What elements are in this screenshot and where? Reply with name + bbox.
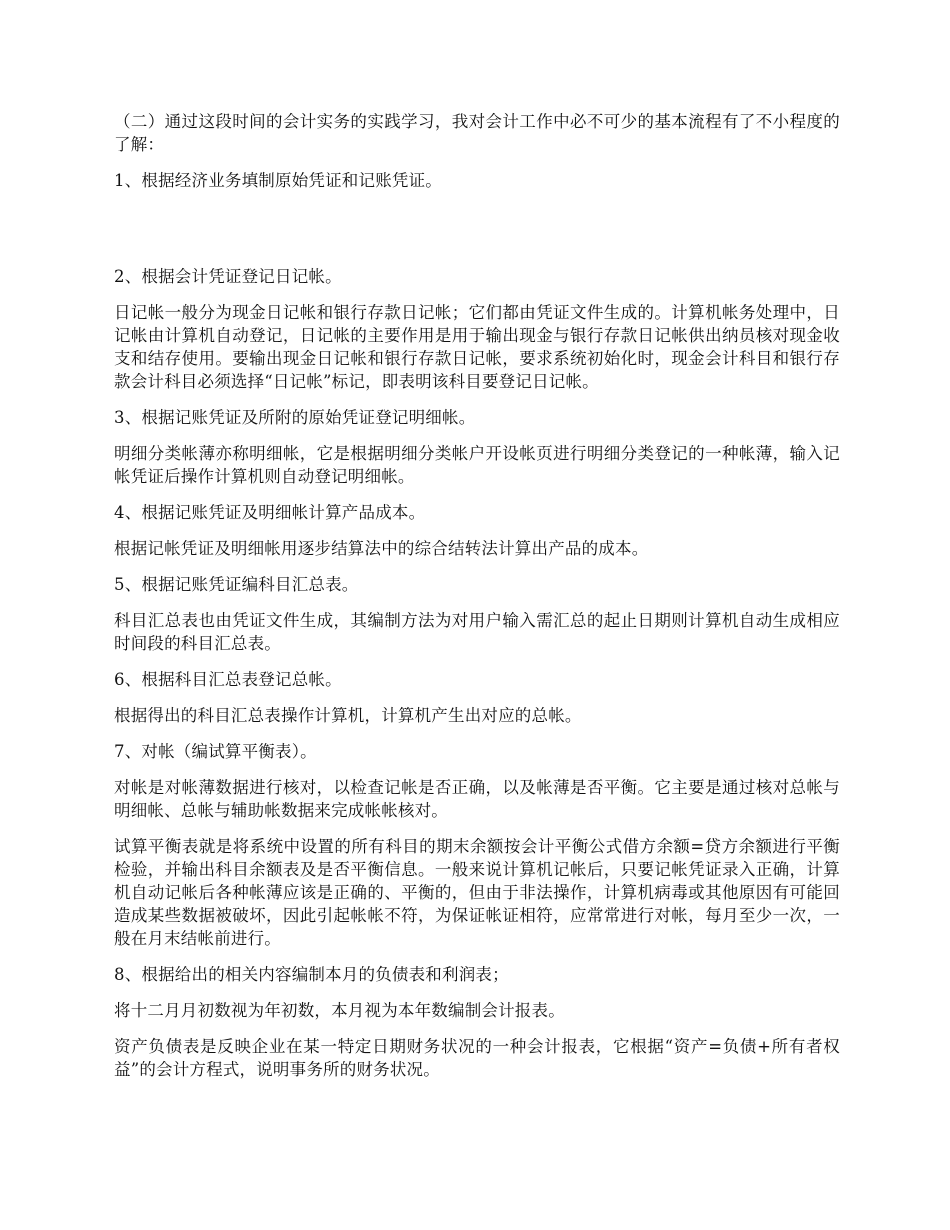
step-5-heading: 5、根据记账凭证编科目汇总表。 <box>114 575 359 594</box>
step-3-heading: 3、根据记账凭证及所附的原始凭证登记明细帐。 <box>114 408 476 427</box>
step-8-heading: 8、根据给出的相关内容编制本月的负债表和利润表； <box>114 965 509 984</box>
paragraph-intro: （二）通过这段时间的会计实务的实践学习，我对会计工作中必不可少的基本流程有了不小程度的了解： <box>114 112 840 154</box>
step-7-text-2: 试算平衡表就是将系统中设置的所有科目的期末余额按会计平衡公式借方余额=贷方余额进行平衡检验，并输出科目余额表及是否平衡信息。一般来说计算机记帐后，只要记帐凭证录入正确，计算机自动记帐后各种帐薄应该是正确的、平衡的，但由于非法操作，计算机病毒或其他原因有可能回造成某些数据被破坏，因此引起帐帐不符，为保证帐证相符，应常常进行对帐，每月至少一次，一般在月末结帐前进行。 <box>114 837 840 948</box>
step-8-text-1: 将十二月月初数视为年初数，本月视为本年数编制会计报表。 <box>114 1001 565 1020</box>
step-3-text: 明细分类帐薄亦称明细帐，它是根据明细分类帐户开设帐页进行明细分类登记的一种帐薄，输入记帐凭证后操作计算机则自动登记明细帐。 <box>114 444 840 486</box>
step-6-text: 根据得出的科目汇总表操作计算机，计算机产生出对应的总帐。 <box>114 706 582 725</box>
blank-space <box>114 205 840 265</box>
step-7-text-1: 对帐是对帐薄数据进行核对，以检查记帐是否正确，以及帐薄是否平衡。它主要是通过核对总帐与明细帐、总帐与辅助帐数据来完成帐帐核对。 <box>114 778 840 820</box>
step-8-text-2: 资产负债表是反映企业在某一特定日期财务状况的一种会计报表，它根据“资产=负债+所有者权益”的会计方程式，说明事务所的财务状况。 <box>114 1037 840 1079</box>
step-4-heading: 4、根据记账凭证及明细帐计算产品成本。 <box>114 503 426 522</box>
step-5-text: 科目汇总表也由凭证文件生成，其编制方法为对用户输入需汇总的起止日期则计算机自动生成相应时间段的科目汇总表。 <box>114 611 840 653</box>
step-7-heading: 7、对帐（编试算平衡表）。 <box>114 742 317 761</box>
step-1-heading: 1、根据经济业务填制原始凭证和记账凭证。 <box>114 171 442 190</box>
step-2-text: 日记帐一般分为现金日记帐和银行存款日记帐；它们都由凭证文件生成的。计算机帐务处理中，日记帐由计算机自动登记，日记帐的主要作用是用于输出现金与银行存款日记帐供出纳员核对现金收支和结存使用。要输出现金日记帐和银行存款日记帐，要求系统初始化时，现金会计科目和银行存款会计科目必须选择“日记帐”标记，即表明该科目要登记日记帐。 <box>114 303 840 391</box>
step-6-heading: 6、根据科目汇总表登记总帐。 <box>114 670 342 689</box>
step-4-text: 根据记帐凭证及明细帐用逐步结算法中的综合结转法计算出产品的成本。 <box>114 539 649 558</box>
document-body <box>114 110 840 1094</box>
step-2-heading: 2、根据会计凭证登记日记帐。 <box>114 267 342 286</box>
